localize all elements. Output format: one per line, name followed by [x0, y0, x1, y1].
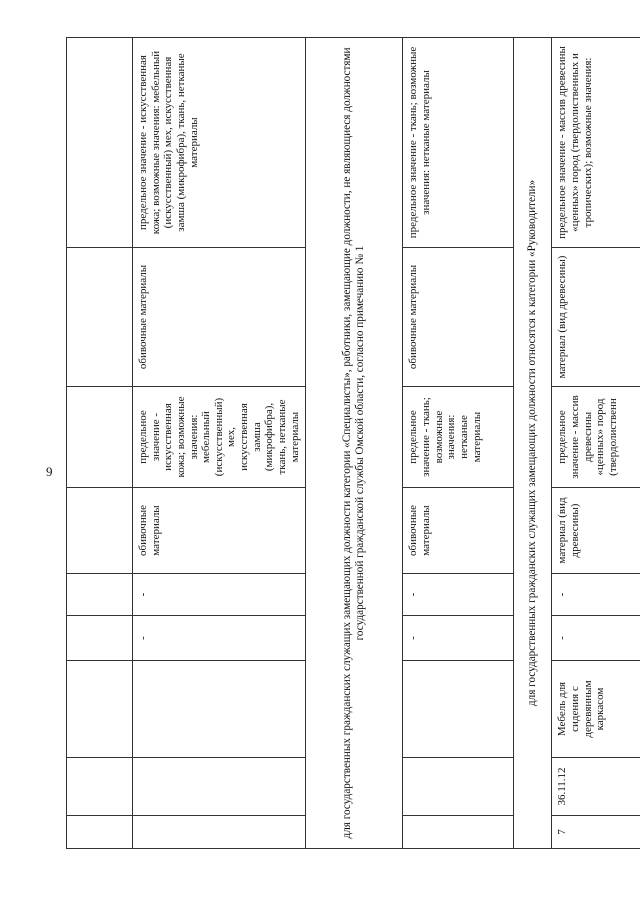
cell-value: предельное значение - искусственная кожа; возможные значения: мебельный (искусственный) мех, искусственная замша (микрофибра), ткань, нетканые материалы	[133, 38, 306, 248]
table-row	[552, 38, 640, 849]
cell-characteristic	[67, 488, 133, 574]
cell-name	[133, 661, 306, 758]
cell-code	[67, 758, 133, 816]
cell-value: предельное значение - ткань; возможные значения: нетканые материалы	[403, 38, 514, 248]
cell-number	[403, 816, 514, 849]
cell-dash: -	[403, 574, 514, 616]
cell-characteristic: обивочные материалы	[403, 488, 514, 574]
table-row	[514, 38, 552, 849]
category-note-specialists: для государственных гражданских служащих замещающих должности категории «Специалисты», работники, замещающие должности, не являющиеся должностями государственной гражданской службы Омской области, согласно примечанию № 1	[306, 38, 403, 849]
page-number: 9	[46, 464, 53, 479]
cell-code: 36.11.12	[552, 758, 640, 816]
cell-dash	[67, 616, 133, 661]
cell-number	[67, 816, 133, 849]
cell-code	[403, 758, 514, 816]
cell-dash: -	[552, 574, 640, 616]
cell-characteristic: материал (вид древесины)	[552, 488, 640, 574]
cell-name	[67, 661, 133, 758]
cell-dash	[67, 574, 133, 616]
cell-dash: -	[133, 616, 306, 661]
cell-characteristic: материал (вид древесины)	[552, 248, 640, 387]
cell-number: 7	[552, 816, 640, 849]
document-table-rotated	[66, 38, 619, 849]
table-row	[67, 38, 133, 849]
cell-value: предельное значение - искусственная кожа; возможные значения: мебельный (искусственный) мех, искусственная замша (микрофибра), ткань, нетканые материалы	[133, 387, 306, 488]
table-row	[133, 38, 306, 849]
cell-characteristic: обивочные материалы	[133, 488, 306, 574]
cell-number	[133, 816, 306, 849]
cell-dash: -	[133, 574, 306, 616]
cell-characteristic: обивочные материалы	[403, 248, 514, 387]
category-note-managers: для государственных гражданских служащих замещающих должности относятся к категории «Руководители»	[514, 38, 552, 849]
cell-value: предельное значение - массив древесины «ценных» пород (твердолиственных и тропических); возможные значения:	[552, 38, 640, 248]
cell-dash: -	[403, 616, 514, 661]
cell-dash: -	[552, 616, 640, 661]
cell-characteristic: обивочные материалы	[133, 248, 306, 387]
table-row	[403, 38, 514, 849]
cell-name	[403, 661, 514, 758]
cell-characteristic	[67, 248, 133, 387]
characteristics-table	[66, 37, 640, 849]
cell-value	[67, 387, 133, 488]
cell-value: предельное значение - ткань; возможные значения: нетканые материалы	[403, 387, 514, 488]
cell-code	[133, 758, 306, 816]
cell-value: предельное значение - массив древесины «ценных» пород (твердолиственн	[552, 387, 640, 488]
cell-value	[67, 38, 133, 248]
table-row	[306, 38, 403, 849]
cell-name: Мебель для сидения с деревянным каркасом	[552, 661, 640, 758]
